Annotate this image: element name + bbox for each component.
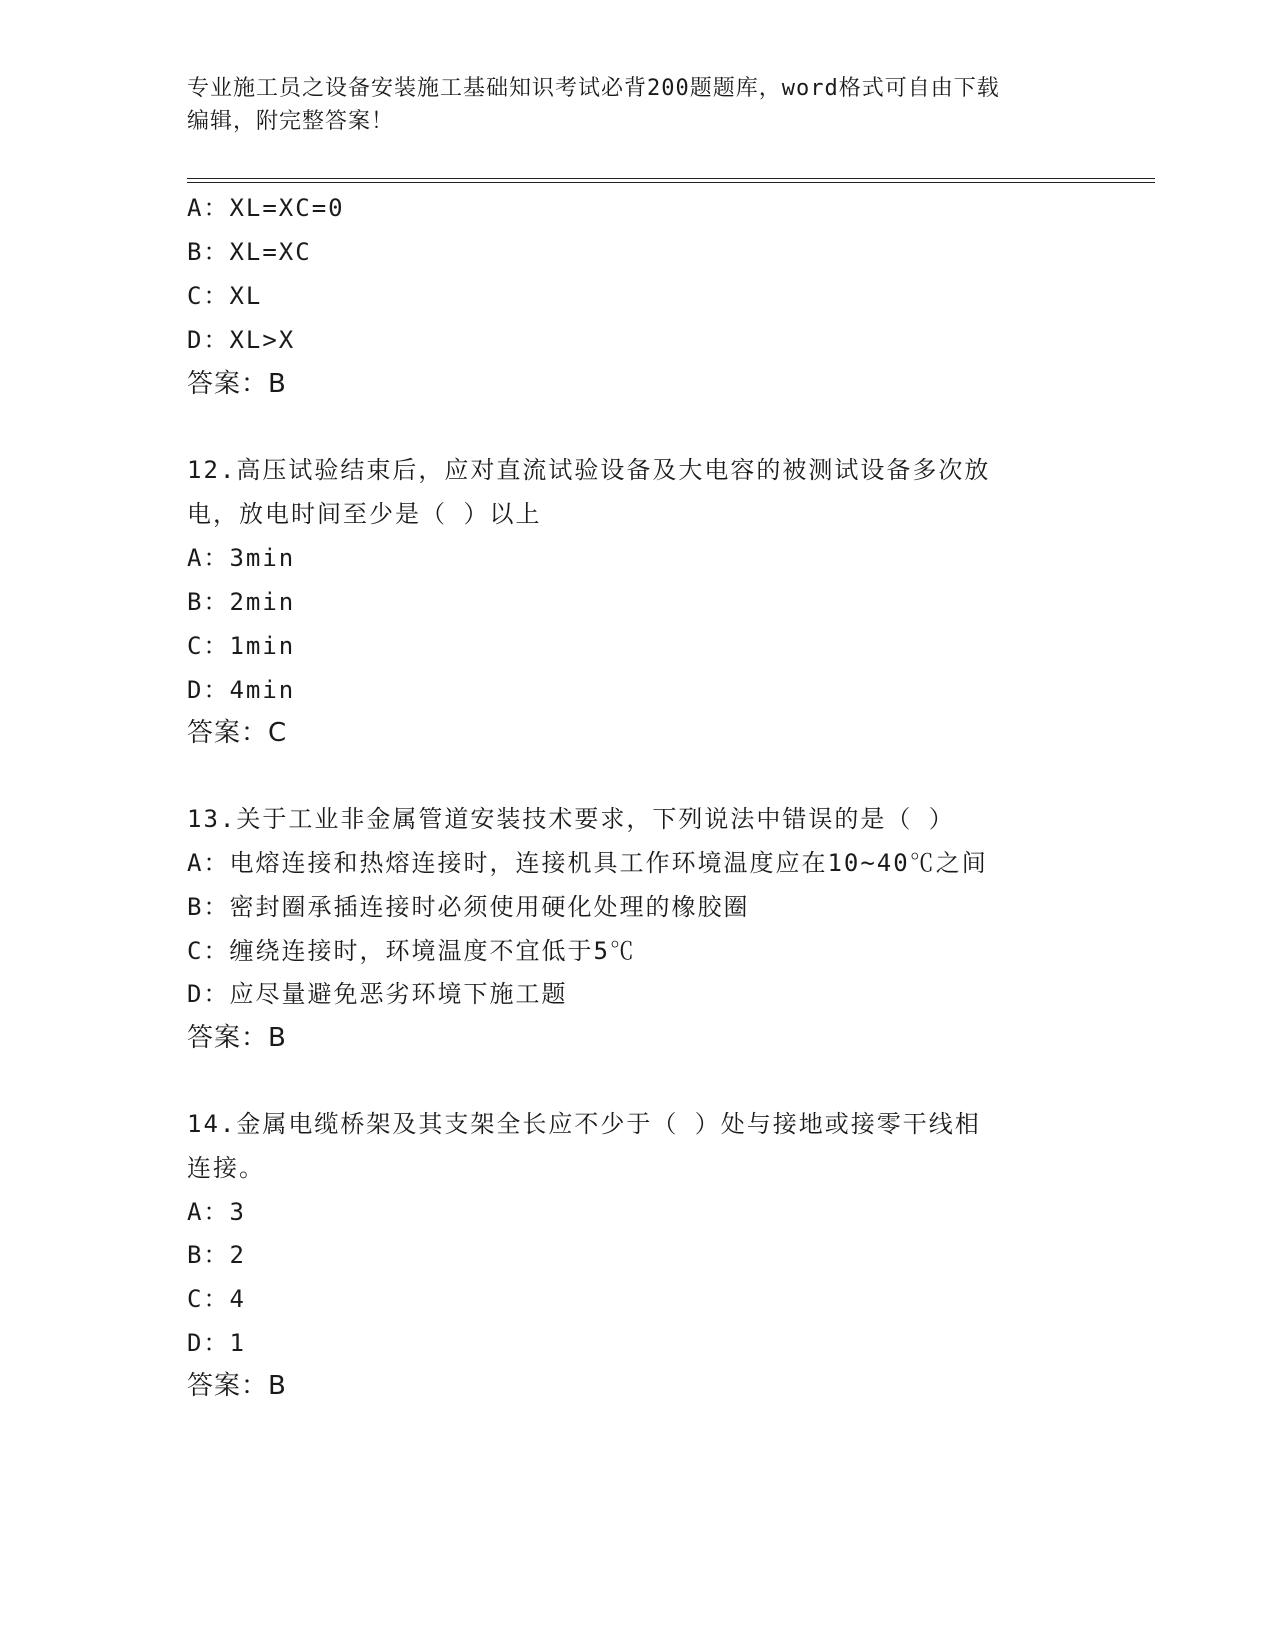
q14-option-c: C：4 [187, 1285, 246, 1313]
q13-option-b: B：密封圈承插连接时必须使用硬化处理的橡胶圈 [187, 893, 750, 921]
q13-option-c: C：缠绕连接时，环境温度不宜低于5℃ [187, 937, 636, 965]
q14-stem-line-1: 14.金属电缆桥架及其支架全长应不少于（ ）处与接地或接零干线相 [187, 1110, 981, 1138]
q12-option-b: B：2min [187, 588, 296, 616]
q14-stem-line-2: 连接。 [187, 1154, 265, 1182]
header-divider [187, 178, 1155, 183]
header-line-2: 编辑，附完整答案！ [187, 109, 395, 134]
q11-option-c: C：XL [187, 282, 263, 310]
q12-option-c: C：1min [187, 632, 296, 660]
q13-option-a: A：电熔连接和热熔连接时，连接机具工作环境温度应在10~40℃之间 [187, 849, 988, 877]
q14-option-d: D：1 [187, 1329, 246, 1357]
q14-answer: 答案：B [187, 1371, 287, 1401]
q13-stem-line-1: 13.关于工业非金属管道安装技术要求，下列说法中错误的是（ ） [187, 805, 955, 833]
q11-option-d: D：XL>X [187, 326, 296, 354]
q12-stem-line-2: 电，放电时间至少是（ ）以上 [187, 500, 542, 528]
document-header [187, 72, 1067, 138]
q12-answer: 答案：C [187, 718, 288, 748]
q12-stem-line-1: 12.高压试验结束后，应对直流试验设备及大电容的被测试设备多次放 [187, 456, 991, 484]
q12-option-d: D：4min [187, 676, 296, 704]
q14-option-b: B：2 [187, 1241, 246, 1269]
q13-option-d: D：应尽量避免恶劣环境下施工题 [187, 980, 568, 1008]
q13-answer: 答案：B [187, 1023, 287, 1053]
q11-answer: 答案：B [187, 369, 287, 399]
q14-option-a: A：3 [187, 1198, 246, 1226]
header-line-1: 专业施工员之设备安装施工基础知识考试必背200题题库，word格式可自由下载 [187, 76, 1000, 101]
q11-option-a: A：XL=XC=0 [187, 194, 345, 222]
q11-option-b: B：XL=XC [187, 238, 312, 266]
q12-option-a: A：3min [187, 544, 296, 572]
